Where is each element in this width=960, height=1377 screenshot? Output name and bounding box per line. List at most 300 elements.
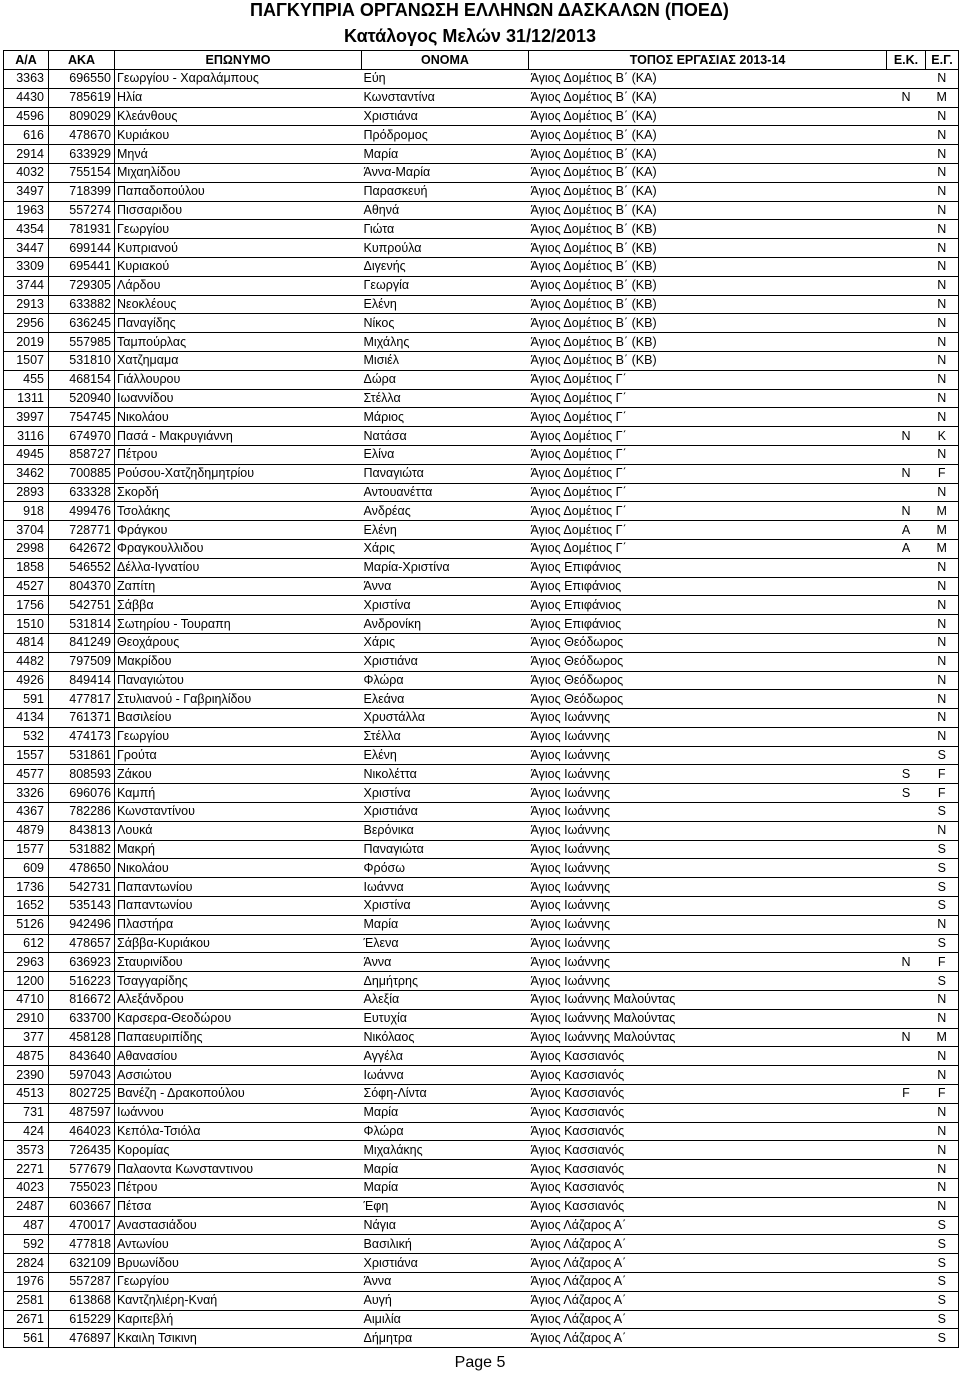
column-header-ek: Ε.Κ. — [887, 51, 926, 70]
table-row — [4, 577, 959, 596]
cell-aa: 4134 — [4, 709, 49, 728]
table-row — [4, 1085, 959, 1104]
cell-ek — [887, 145, 926, 164]
cell-workplace: Άγιος Δομέτιος Β΄ (ΚΒ) — [529, 314, 887, 333]
cell-ek — [887, 351, 926, 370]
cell-surname: Φράγκου — [115, 521, 362, 540]
cell-workplace: Άγιος Θεόδωρος — [529, 671, 887, 690]
cell-name: Μαρία — [362, 1160, 529, 1179]
cell-workplace: Άγιος Λάζαρος Α΄ — [529, 1291, 887, 1310]
cell-aka: 633882 — [49, 295, 115, 314]
table-row — [4, 1066, 959, 1085]
cell-surname: Πλαστήρα — [115, 915, 362, 934]
cell-ek — [887, 1254, 926, 1273]
cell-name: Νίκος — [362, 314, 529, 333]
cell-name: Νάγια — [362, 1216, 529, 1235]
cell-aa: 4430 — [4, 88, 49, 107]
cell-aa: 1311 — [4, 389, 49, 408]
cell-ek — [887, 1310, 926, 1329]
cell-surname: Σκορδή — [115, 483, 362, 502]
cell-aa: 487 — [4, 1216, 49, 1235]
cell-name: Έλενα — [362, 934, 529, 953]
cell-workplace: Άγιος Κασσιανός — [529, 1103, 887, 1122]
cell-aka: 632109 — [49, 1254, 115, 1273]
cell-ek: Ν — [887, 1028, 926, 1047]
cell-ek — [887, 934, 926, 953]
cell-eg: Μ — [926, 539, 959, 558]
cell-name: Χριστιάνα — [362, 1254, 529, 1273]
cell-ek — [887, 220, 926, 239]
cell-ek — [887, 389, 926, 408]
cell-eg: Ν — [926, 483, 959, 502]
cell-workplace: Άγιος Δομέτιος Β΄ (ΚΑ) — [529, 126, 887, 145]
cell-ek — [887, 746, 926, 765]
cell-ek — [887, 1197, 926, 1216]
cell-ek — [887, 295, 926, 314]
cell-surname: Ηλία — [115, 88, 362, 107]
table-row — [4, 784, 959, 803]
cell-surname: Σάββα-Κυριάκου — [115, 934, 362, 953]
cell-aa: 1577 — [4, 840, 49, 859]
cell-ek: Α — [887, 539, 926, 558]
cell-ek: Ν — [887, 88, 926, 107]
cell-workplace: Άγιος Δομέτιος Γ΄ — [529, 539, 887, 558]
table-row — [4, 126, 959, 145]
cell-eg: Ν — [926, 201, 959, 220]
cell-ek — [887, 370, 926, 389]
cell-eg: S — [926, 1273, 959, 1292]
cell-name: Στέλλα — [362, 389, 529, 408]
cell-eg: Ν — [926, 1103, 959, 1122]
cell-workplace: Άγιος Ιωάννης — [529, 953, 887, 972]
cell-aa: 2671 — [4, 1310, 49, 1329]
cell-eg: S — [926, 878, 959, 897]
cell-name: Ιωάννα — [362, 878, 529, 897]
cell-workplace: Άγιος Ιωάννης — [529, 803, 887, 822]
cell-workplace: Άγιος Κασσιανός — [529, 1047, 887, 1066]
cell-workplace: Άγιος Δομέτιος Β΄ (ΚΒ) — [529, 257, 887, 276]
table-row — [4, 1160, 959, 1179]
cell-workplace: Άγιος Κασσιανός — [529, 1085, 887, 1104]
cell-aa: 4875 — [4, 1047, 49, 1066]
cell-eg: Ν — [926, 445, 959, 464]
cell-name: Χριστίνα — [362, 596, 529, 615]
cell-eg: Μ — [926, 502, 959, 521]
cell-aa: 612 — [4, 934, 49, 953]
cell-ek — [887, 107, 926, 126]
cell-aka: 557985 — [49, 333, 115, 352]
cell-eg: Ν — [926, 991, 959, 1010]
cell-workplace: Άγιος Ιωάννης — [529, 859, 887, 878]
cell-aka: 633700 — [49, 1009, 115, 1028]
cell-ek — [887, 596, 926, 615]
cell-aka: 477817 — [49, 690, 115, 709]
cell-ek — [887, 671, 926, 690]
cell-workplace: Άγιος Δομέτιος Γ΄ — [529, 464, 887, 483]
cell-aa: 2390 — [4, 1066, 49, 1085]
cell-eg: S — [926, 897, 959, 916]
cell-name: Σόφη-Λίντα — [362, 1085, 529, 1104]
cell-eg: Ν — [926, 239, 959, 258]
cell-name: Δώρα — [362, 370, 529, 389]
cell-surname: Τσολάκης — [115, 502, 362, 521]
cell-surname: Ζαπίτη — [115, 577, 362, 596]
cell-aa: 5126 — [4, 915, 49, 934]
cell-name: Μαρία — [362, 1103, 529, 1122]
cell-aa: 3116 — [4, 427, 49, 446]
cell-surname: Μιχαηλίδου — [115, 163, 362, 182]
cell-surname: Παναγιώτου — [115, 671, 362, 690]
cell-aa: 1858 — [4, 558, 49, 577]
cell-eg: Ν — [926, 370, 959, 389]
cell-eg: Ν — [926, 558, 959, 577]
cell-aa: 1507 — [4, 351, 49, 370]
table-row — [4, 295, 959, 314]
cell-ek — [887, 201, 926, 220]
cell-workplace: Άγιος Ιωάννης — [529, 765, 887, 784]
cell-name: Χριστιάνα — [362, 652, 529, 671]
cell-name: Ελένη — [362, 521, 529, 540]
cell-name: Άννα — [362, 1273, 529, 1292]
cell-aka: 808593 — [49, 765, 115, 784]
cell-aka: 474173 — [49, 727, 115, 746]
cell-name: Μαρία — [362, 1179, 529, 1198]
cell-surname: Γιάλλουρου — [115, 370, 362, 389]
table-row — [4, 765, 959, 784]
cell-aka: 700885 — [49, 464, 115, 483]
cell-eg: S — [926, 1235, 959, 1254]
cell-aa: 424 — [4, 1122, 49, 1141]
cell-eg: Ν — [926, 276, 959, 295]
cell-aka: 546552 — [49, 558, 115, 577]
table-row — [4, 1028, 959, 1047]
cell-ek — [887, 1141, 926, 1160]
table-row — [4, 746, 959, 765]
column-header-workplace: ΤΟΠΟΣ ΕΡΓΑΣΙΑΣ 2013-14 — [529, 51, 887, 70]
cell-ek — [887, 257, 926, 276]
cell-surname: Σάββα — [115, 596, 362, 615]
cell-aka: 531814 — [49, 615, 115, 634]
cell-workplace: Άγιος Δομέτιος Γ΄ — [529, 408, 887, 427]
cell-ek — [887, 182, 926, 201]
cell-eg: S — [926, 1216, 959, 1235]
cell-eg: Ν — [926, 182, 959, 201]
cell-eg: Ν — [926, 126, 959, 145]
cell-aka: 531810 — [49, 351, 115, 370]
cell-name: Μισιέλ — [362, 351, 529, 370]
table-row — [4, 201, 959, 220]
cell-ek — [887, 408, 926, 427]
cell-eg: Ν — [926, 333, 959, 352]
table-row — [4, 727, 959, 746]
cell-surname: Πέτρου — [115, 445, 362, 464]
cell-aa: 561 — [4, 1329, 49, 1348]
cell-workplace: Άγιος Δομέτιος Β΄ (ΚΑ) — [529, 163, 887, 182]
column-header-name: ΟΝΟΜΑ — [362, 51, 529, 70]
cell-eg: Ν — [926, 1179, 959, 1198]
cell-eg: Ν — [926, 145, 959, 164]
cell-workplace: Άγιος Λάζαρος Α΄ — [529, 1235, 887, 1254]
cell-aka: 458128 — [49, 1028, 115, 1047]
cell-workplace: Άγιος Επιφάνιος — [529, 577, 887, 596]
cell-name: Γεωργία — [362, 276, 529, 295]
cell-workplace: Άγιος Κασσιανός — [529, 1179, 887, 1198]
table-row — [4, 840, 959, 859]
cell-name: Παρασκευή — [362, 182, 529, 201]
cell-aa: 2824 — [4, 1254, 49, 1273]
cell-name: Βασιλική — [362, 1235, 529, 1254]
cell-workplace: Άγιος Ιωάννης — [529, 727, 887, 746]
cell-eg: Ν — [926, 70, 959, 89]
cell-name: Ευτυχία — [362, 1009, 529, 1028]
cell-aa: 3704 — [4, 521, 49, 540]
cell-aka: 816672 — [49, 991, 115, 1010]
cell-surname: Καρσερα-Θεοδώρου — [115, 1009, 362, 1028]
cell-aka: 785619 — [49, 88, 115, 107]
cell-aa: 4482 — [4, 652, 49, 671]
cell-ek — [887, 558, 926, 577]
cell-name: Χάρις — [362, 633, 529, 652]
cell-eg: Ν — [926, 671, 959, 690]
cell-workplace: Άγιος Δομέτιος Γ΄ — [529, 445, 887, 464]
cell-eg: Κ — [926, 427, 959, 446]
cell-aa: 4023 — [4, 1179, 49, 1198]
cell-workplace: Άγιος Κασσιανός — [529, 1160, 887, 1179]
cell-name: Στέλλα — [362, 727, 529, 746]
cell-surname: Γεωργίου — [115, 1273, 362, 1292]
cell-aka: 718399 — [49, 182, 115, 201]
cell-surname: Χατζημαμα — [115, 351, 362, 370]
cell-surname: Αναστασιάδου — [115, 1216, 362, 1235]
cell-eg: Ν — [926, 107, 959, 126]
cell-aka: 478670 — [49, 126, 115, 145]
cell-aa: 2913 — [4, 295, 49, 314]
cell-aka: 470017 — [49, 1216, 115, 1235]
table-row — [4, 934, 959, 953]
table-row — [4, 257, 959, 276]
cell-surname: Πασά - Μακρυγιάννη — [115, 427, 362, 446]
cell-aa: 2271 — [4, 1160, 49, 1179]
cell-aka: 577679 — [49, 1160, 115, 1179]
cell-name: Άννα — [362, 953, 529, 972]
table-row — [4, 389, 959, 408]
cell-ek — [887, 915, 926, 934]
cell-aa: 4354 — [4, 220, 49, 239]
cell-workplace: Άγιος Θεόδωρος — [529, 690, 887, 709]
cell-name: Άννα-Μαρία — [362, 163, 529, 182]
table-row — [4, 370, 959, 389]
table-row — [4, 690, 959, 709]
cell-eg: F — [926, 784, 959, 803]
table-row — [4, 1009, 959, 1028]
table-row — [4, 615, 959, 634]
cell-name: Κυπρούλα — [362, 239, 529, 258]
table-row — [4, 1047, 959, 1066]
cell-eg: F — [926, 765, 959, 784]
cell-aa: 609 — [4, 859, 49, 878]
cell-name: Διγενής — [362, 257, 529, 276]
cell-name: Ελένη — [362, 295, 529, 314]
cell-eg: S — [926, 1329, 959, 1348]
cell-ek: S — [887, 784, 926, 803]
cell-workplace: Άγιος Λάζαρος Α΄ — [529, 1310, 887, 1329]
cell-name: Νατάσα — [362, 427, 529, 446]
cell-ek: Ν — [887, 502, 926, 521]
cell-name: Χρυστάλλα — [362, 709, 529, 728]
cell-workplace: Άγιος Επιφάνιος — [529, 615, 887, 634]
cell-aa: 4945 — [4, 445, 49, 464]
cell-workplace: Άγιος Δομέτιος Β΄ (ΚΑ) — [529, 145, 887, 164]
cell-aka: 726435 — [49, 1141, 115, 1160]
cell-eg: S — [926, 840, 959, 859]
column-header-aa: Α/Α — [4, 51, 49, 70]
cell-aka: 636923 — [49, 953, 115, 972]
table-row — [4, 1179, 959, 1198]
cell-workplace: Άγιος Κασσιανός — [529, 1141, 887, 1160]
cell-name: Χριστίνα — [362, 897, 529, 916]
cell-surname: Πισσαριδου — [115, 201, 362, 220]
cell-surname: Μακρή — [115, 840, 362, 859]
cell-aka: 942496 — [49, 915, 115, 934]
cell-eg: F — [926, 464, 959, 483]
table-row — [4, 709, 959, 728]
cell-name: Χριστίνα — [362, 784, 529, 803]
cell-aka: 761371 — [49, 709, 115, 728]
cell-workplace: Άγιος Δομέτιος Γ΄ — [529, 370, 887, 389]
cell-name: Μαρία — [362, 915, 529, 934]
cell-surname: Γεωργίου — [115, 727, 362, 746]
cell-aka: 696550 — [49, 70, 115, 89]
cell-workplace: Άγιος Δομέτιος Β΄ (ΚΒ) — [529, 333, 887, 352]
cell-aka: 695441 — [49, 257, 115, 276]
cell-name: Αιμιλία — [362, 1310, 529, 1329]
cell-workplace: Άγιος Ιωάννης Μαλούντας — [529, 991, 887, 1010]
cell-ek: Α — [887, 521, 926, 540]
table-row — [4, 803, 959, 822]
page-number: Page 5 — [454, 1354, 506, 1371]
cell-eg: Μ — [926, 1028, 959, 1047]
cell-aka: 841249 — [49, 633, 115, 652]
cell-name: Χριστιάνα — [362, 803, 529, 822]
cell-eg: S — [926, 1310, 959, 1329]
cell-ek — [887, 633, 926, 652]
cell-aa: 2581 — [4, 1291, 49, 1310]
cell-name: Αντουανέττα — [362, 483, 529, 502]
cell-name: Κωνσταντίνα — [362, 88, 529, 107]
cell-surname: Θεοχάρους — [115, 633, 362, 652]
cell-aa: 4710 — [4, 991, 49, 1010]
table-row — [4, 314, 959, 333]
cell-eg: Ν — [926, 727, 959, 746]
cell-aa: 1976 — [4, 1273, 49, 1292]
cell-ek — [887, 991, 926, 1010]
cell-workplace: Άγιος Δομέτιος Γ΄ — [529, 502, 887, 521]
cell-aa: 1736 — [4, 878, 49, 897]
cell-aa: 4527 — [4, 577, 49, 596]
cell-surname: Ρούσου-Χατζηδημητρίου — [115, 464, 362, 483]
cell-ek — [887, 1103, 926, 1122]
cell-surname: Μακρίδου — [115, 652, 362, 671]
cell-aa: 2914 — [4, 145, 49, 164]
cell-surname: Παλαοντα Κωνσταντινου — [115, 1160, 362, 1179]
cell-aa: 4367 — [4, 803, 49, 822]
cell-workplace: Άγιος Ιωάννης — [529, 897, 887, 916]
cell-name: Φλώρα — [362, 1122, 529, 1141]
cell-ek: F — [887, 1085, 926, 1104]
cell-aka: 843640 — [49, 1047, 115, 1066]
cell-surname: Γεωργίου — [115, 220, 362, 239]
cell-aa: 4577 — [4, 765, 49, 784]
cell-name: Χριστιάνα — [362, 107, 529, 126]
cell-workplace: Άγιος Ιωάννης — [529, 840, 887, 859]
cell-aka: 477818 — [49, 1235, 115, 1254]
cell-ek: Ν — [887, 427, 926, 446]
cell-surname: Λουκά — [115, 821, 362, 840]
table-row — [4, 1197, 959, 1216]
table-row — [4, 427, 959, 446]
cell-surname: Κυριακού — [115, 257, 362, 276]
table-row — [4, 408, 959, 427]
cell-eg: Ν — [926, 596, 959, 615]
table-row — [4, 521, 959, 540]
table-row — [4, 953, 959, 972]
document-subtitle: Κατάλογος Μελών 31/12/2013 — [344, 26, 597, 46]
cell-eg: Ν — [926, 351, 959, 370]
table-row — [4, 633, 959, 652]
cell-aa: 592 — [4, 1235, 49, 1254]
table-row — [4, 1141, 959, 1160]
cell-eg: Ν — [926, 690, 959, 709]
table-row — [4, 1329, 959, 1348]
cell-aka: 754745 — [49, 408, 115, 427]
cell-name: Βερόνικα — [362, 821, 529, 840]
cell-eg: S — [926, 1291, 959, 1310]
table-row — [4, 897, 959, 916]
cell-aa: 3326 — [4, 784, 49, 803]
cell-workplace: Άγιος Λάζαρος Α΄ — [529, 1329, 887, 1348]
cell-aa: 2998 — [4, 539, 49, 558]
cell-ek — [887, 1066, 926, 1085]
cell-aka: 674970 — [49, 427, 115, 446]
cell-workplace: Άγιος Θεόδωρος — [529, 652, 887, 671]
cell-surname: Μηνά — [115, 145, 362, 164]
cell-workplace: Άγιος Δομέτιος Β΄ (ΚΑ) — [529, 88, 887, 107]
table-row — [4, 107, 959, 126]
cell-ek — [887, 803, 926, 822]
cell-workplace: Άγιος Δομέτιος Β΄ (ΚΑ) — [529, 182, 887, 201]
cell-surname: Κυπριανού — [115, 239, 362, 258]
cell-name: Άννα — [362, 577, 529, 596]
cell-aa: 4879 — [4, 821, 49, 840]
cell-surname: Τσαγγαρίδης — [115, 972, 362, 991]
table-row — [4, 88, 959, 107]
table-row — [4, 1291, 959, 1310]
cell-surname: Σταυρινίδου — [115, 953, 362, 972]
cell-workplace: Άγιος Ιωάννης Μαλούντας — [529, 1009, 887, 1028]
cell-workplace: Άγιος Κασσιανός — [529, 1122, 887, 1141]
column-header-aka: ΑΚΑ — [49, 51, 115, 70]
cell-workplace: Άγιος Δομέτιος Β΄ (ΚΒ) — [529, 239, 887, 258]
cell-eg: Ν — [926, 821, 959, 840]
cell-workplace: Άγιος Δομέτιος Β΄ (ΚΑ) — [529, 70, 887, 89]
cell-aka: 642672 — [49, 539, 115, 558]
cell-surname: Κωνσταντίνου — [115, 803, 362, 822]
cell-eg: Ν — [926, 577, 959, 596]
cell-aka: 516223 — [49, 972, 115, 991]
cell-name: Μιχάλης — [362, 333, 529, 352]
cell-ek — [887, 615, 926, 634]
cell-aka: 802725 — [49, 1085, 115, 1104]
